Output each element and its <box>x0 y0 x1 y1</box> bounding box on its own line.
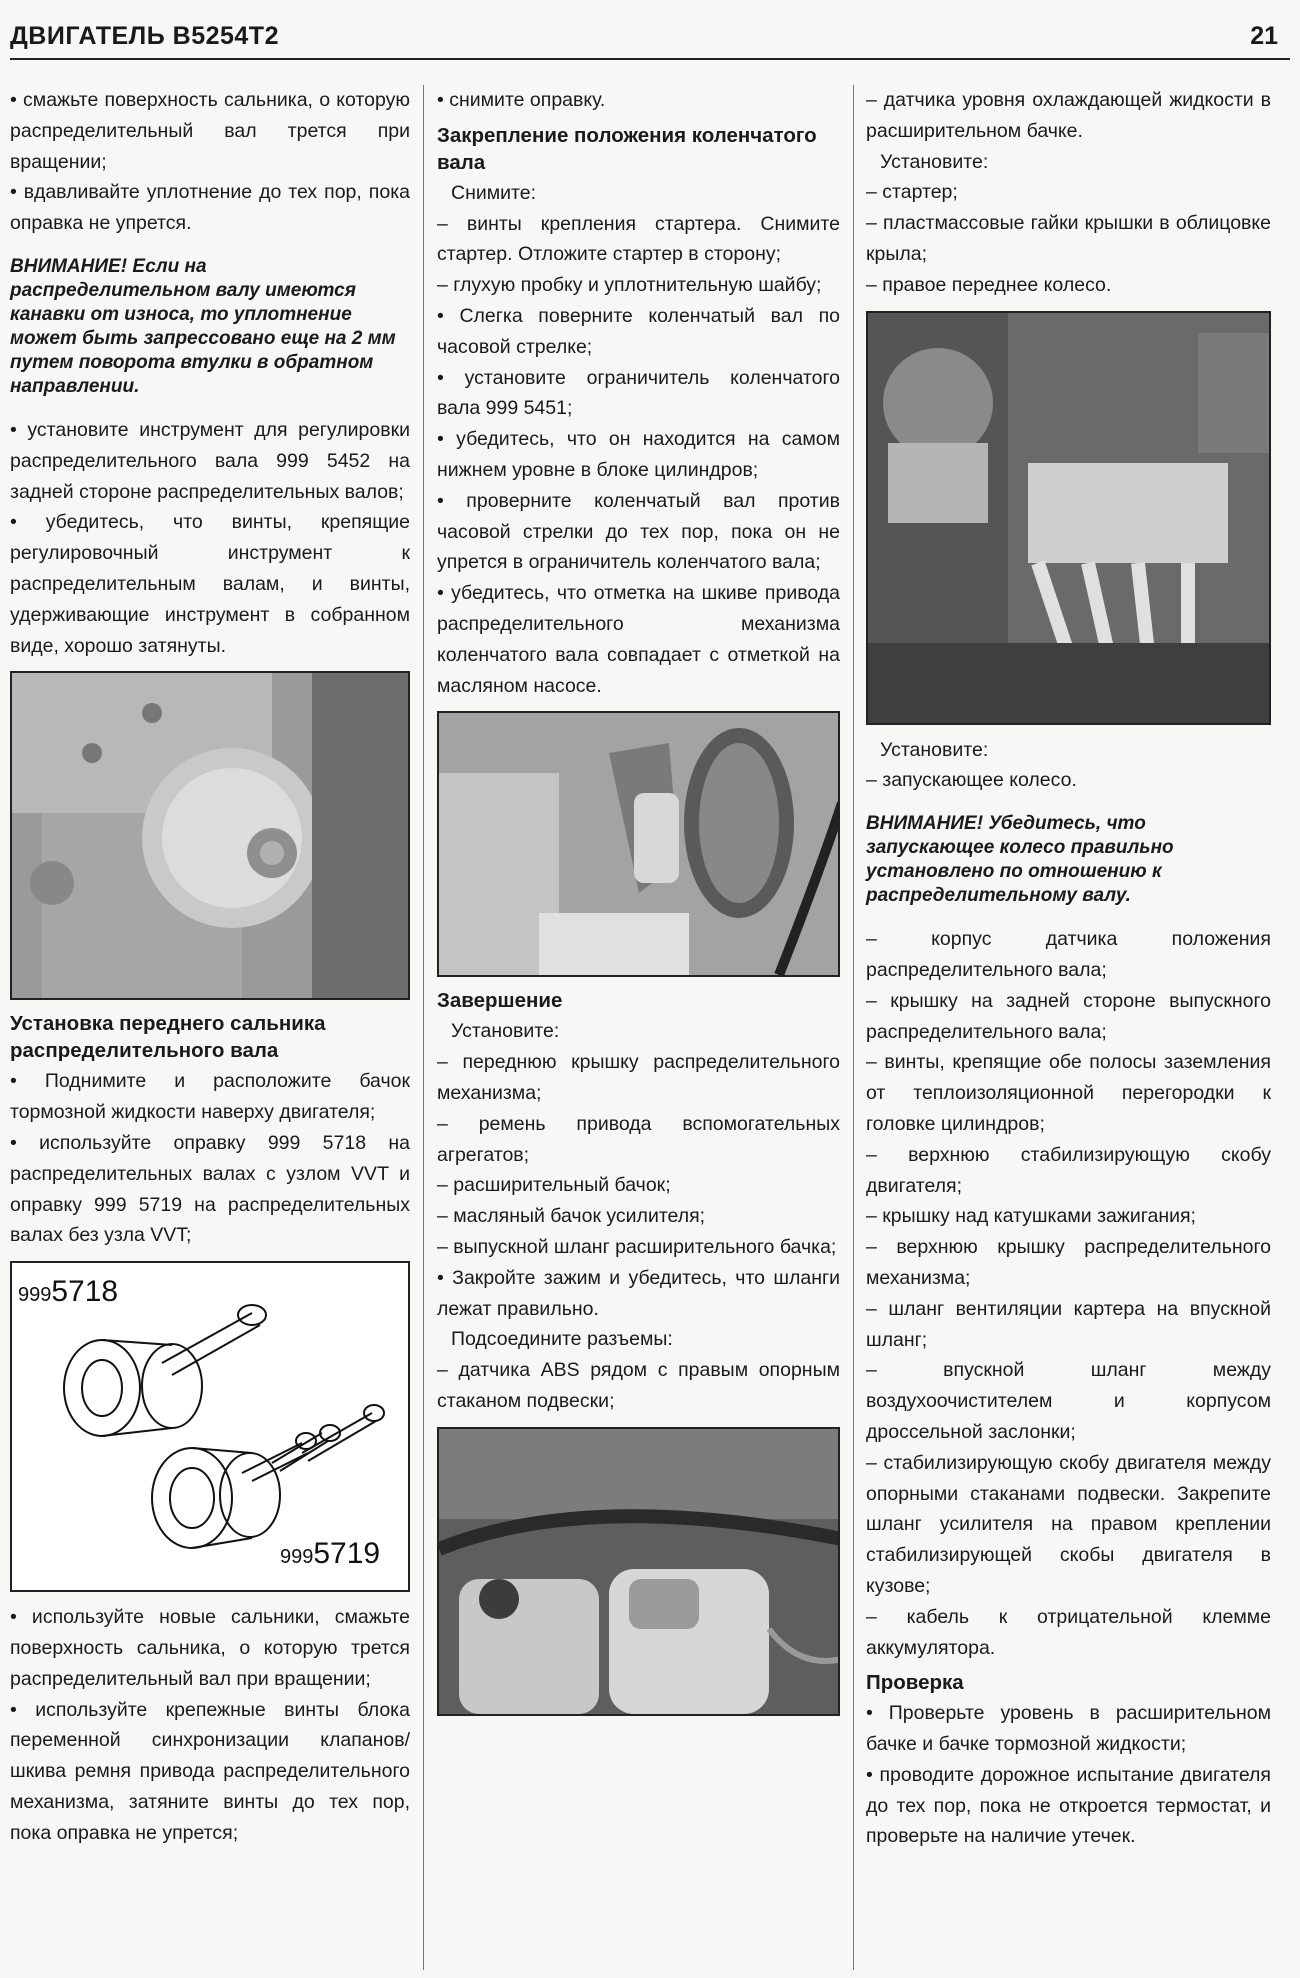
paragraph: • Закройте зажим и убедитесь, что шланги лежат правильно. <box>437 1266 840 1320</box>
paragraph: – правое переднее колесо. <box>866 273 1112 296</box>
paragraph: • проверните коленчатый вал против часовой стрелки до тех пор, пока он не упрется в ограничитель коленчатого вала; <box>437 489 840 574</box>
paragraph: – пластмассовые гайки крышки в облицовке крыла; <box>866 212 1271 265</box>
paragraph: Установите: <box>451 1020 560 1043</box>
paragraph: • убедитесь, что он находится на самом нижнем уровне в блоке цилиндров; <box>437 428 840 481</box>
paragraph: • убедитесь, что винты, крепящие регулировочный инструмент к распределительным валам, и винты, удерживающие инструмент в собранном виде, хорошо затянуты. <box>10 511 410 657</box>
paragraph: – выпускной шланг расширительного бачка; <box>437 1235 837 1258</box>
paragraph: – датчика уровня охлаждающей жидкости в расширительном бачке. <box>866 89 1271 142</box>
paragraph: – верхнюю крышку распределительного механизма; <box>866 1236 1271 1289</box>
warning-note: ВНИМАНИЕ! Если на распределительном валу имеются канавки от износа, то уплотнение может быть запрессовано еще на 2 мм путем поворота втулки в обратном направлении. <box>10 255 396 397</box>
photo-expansion-tank <box>437 1427 840 1716</box>
column-divider <box>423 85 424 1970</box>
paragraph: Подсоедините разъемы: <box>451 1328 673 1351</box>
tool-label-5719: 9995719 <box>280 1537 381 1571</box>
paragraph: – ремень привода вспомогательных агрегатов; <box>437 1112 840 1166</box>
paragraph: • убедитесь, что отметка на шкиве привода распределительного механизма коленчатого вала совпадает с отметкой на масляном насосе. <box>437 582 840 697</box>
paragraph: • вдавливайте уплотнение до тех пор, пока оправка не упрется. <box>10 181 410 235</box>
section-heading: Закрепление положения коленчатого вала <box>437 123 817 174</box>
page-title: ДВИГАТЕЛЬ B5254T2 <box>10 22 279 50</box>
paragraph: • Проверьте уровень в расширительном бачке и бачке тормозной жидкости; <box>866 1702 1271 1756</box>
paragraph: – впускной шланг между воздухоочистителем и корпусом дроссельной заслонки; <box>866 1359 1271 1443</box>
page-number: 21 <box>1250 22 1278 50</box>
paragraph: – стабилизирующую скобу двигателя между опорными стаканами подвески. Закрепите шланг усилителя на правом креплении стабилизирующей скобы двигателя в кузове; <box>866 1451 1271 1597</box>
section-heading: Установка переднего сальника распределительного вала <box>10 1012 326 1063</box>
paragraph: Установите: <box>880 738 989 761</box>
paragraph: – корпус датчика положения распределительного вала; <box>866 928 1271 981</box>
paragraph: • используйте крепежные винты блока переменной синхронизации клапанов/шкива ремня привода распределительного механизма, затяните винты до тех пор, пока оправка не упрется; <box>10 1698 410 1844</box>
paragraph: – винты, крепящие обе полосы заземления от теплоизоляционной перегородки к головке цилиндров; <box>866 1051 1271 1135</box>
paragraph: – переднюю крышку распределительного механизма; <box>437 1051 840 1104</box>
paragraph: • смажьте поверхность сальника, о которую распределительный вал трется при вращении; <box>10 89 410 173</box>
tool-label-5718: 9995718 <box>18 1275 119 1309</box>
paragraph: – запускающее колесо. <box>866 769 1077 792</box>
column-1 <box>10 85 410 1849</box>
photo-crankshaft-lock <box>437 711 840 977</box>
paragraph: • используйте оправку 999 5718 на распределительных валах с узлом VVT и оправку 999 5719 на распределительных валах без узла VVT; <box>10 1131 410 1247</box>
paragraph: Установите: <box>880 150 989 173</box>
section-heading: Завершение <box>437 989 563 1013</box>
paragraph: – крышку на задней стороне выпускного распределительного вала; <box>866 989 1271 1043</box>
column-divider <box>853 85 854 1970</box>
photo-engine-bay <box>866 311 1271 725</box>
paragraph: – верхнюю стабилизирующую скобу двигателя; <box>866 1143 1271 1197</box>
column-2 <box>437 85 840 1726</box>
paragraph: – расширительный бачок; <box>437 1174 671 1197</box>
column-3 <box>866 85 1271 1852</box>
paragraph: – кабель к отрицательной клемме аккумулятора. <box>866 1605 1271 1659</box>
section-heading: Проверка <box>866 1671 964 1695</box>
paragraph: – крышку над катушками зажигания; <box>866 1205 1196 1228</box>
paragraph: – датчика ABS рядом с правым опорным стаканом подвески; <box>437 1359 840 1412</box>
paragraph: • Слегка поверните коленчатый вал по часовой стрелке; <box>437 304 840 358</box>
paragraph: • снимите оправку. <box>437 89 606 111</box>
paragraph: • установите инструмент для регулировки распределительного вала 999 5452 на задней стороне распределительных валов; <box>10 418 410 503</box>
paragraph: • проводите дорожное испытание двигателя до тех пор, пока не откроется термостат, и проверьте на наличие утечек. <box>866 1763 1271 1848</box>
paragraph: – винты крепления стартера. Снимите стартер. Отложите стартер в сторону; <box>437 212 840 266</box>
warning-note: ВНИМАНИЕ! Убедитесь, что запускающее колесо правильно установлено по отношению к распределительному валу. <box>866 813 1174 907</box>
paragraph: – шланг вентиляции картера на впускной шланг; <box>866 1297 1271 1351</box>
paragraph: • Поднимите и расположите бачок тормозной жидкости наверху двигателя; <box>10 1070 410 1124</box>
paragraph: – масляный бачок усилителя; <box>437 1205 706 1228</box>
page-header <box>10 20 1290 60</box>
paragraph: – стартер; <box>866 181 958 204</box>
paragraph: • используйте новые сальники, смажьте поверхность сальника, о которую трется распределительный вал при вращении; <box>10 1606 410 1690</box>
paragraph: • установите ограничитель коленчатого вала 999 5451; <box>437 366 840 420</box>
photo-camshaft-tool <box>10 671 410 1000</box>
paragraph: Снимите: <box>451 181 537 204</box>
tool-diagram <box>10 1261 410 1592</box>
paragraph: – глухую пробку и уплотнительную шайбу; <box>437 274 822 297</box>
